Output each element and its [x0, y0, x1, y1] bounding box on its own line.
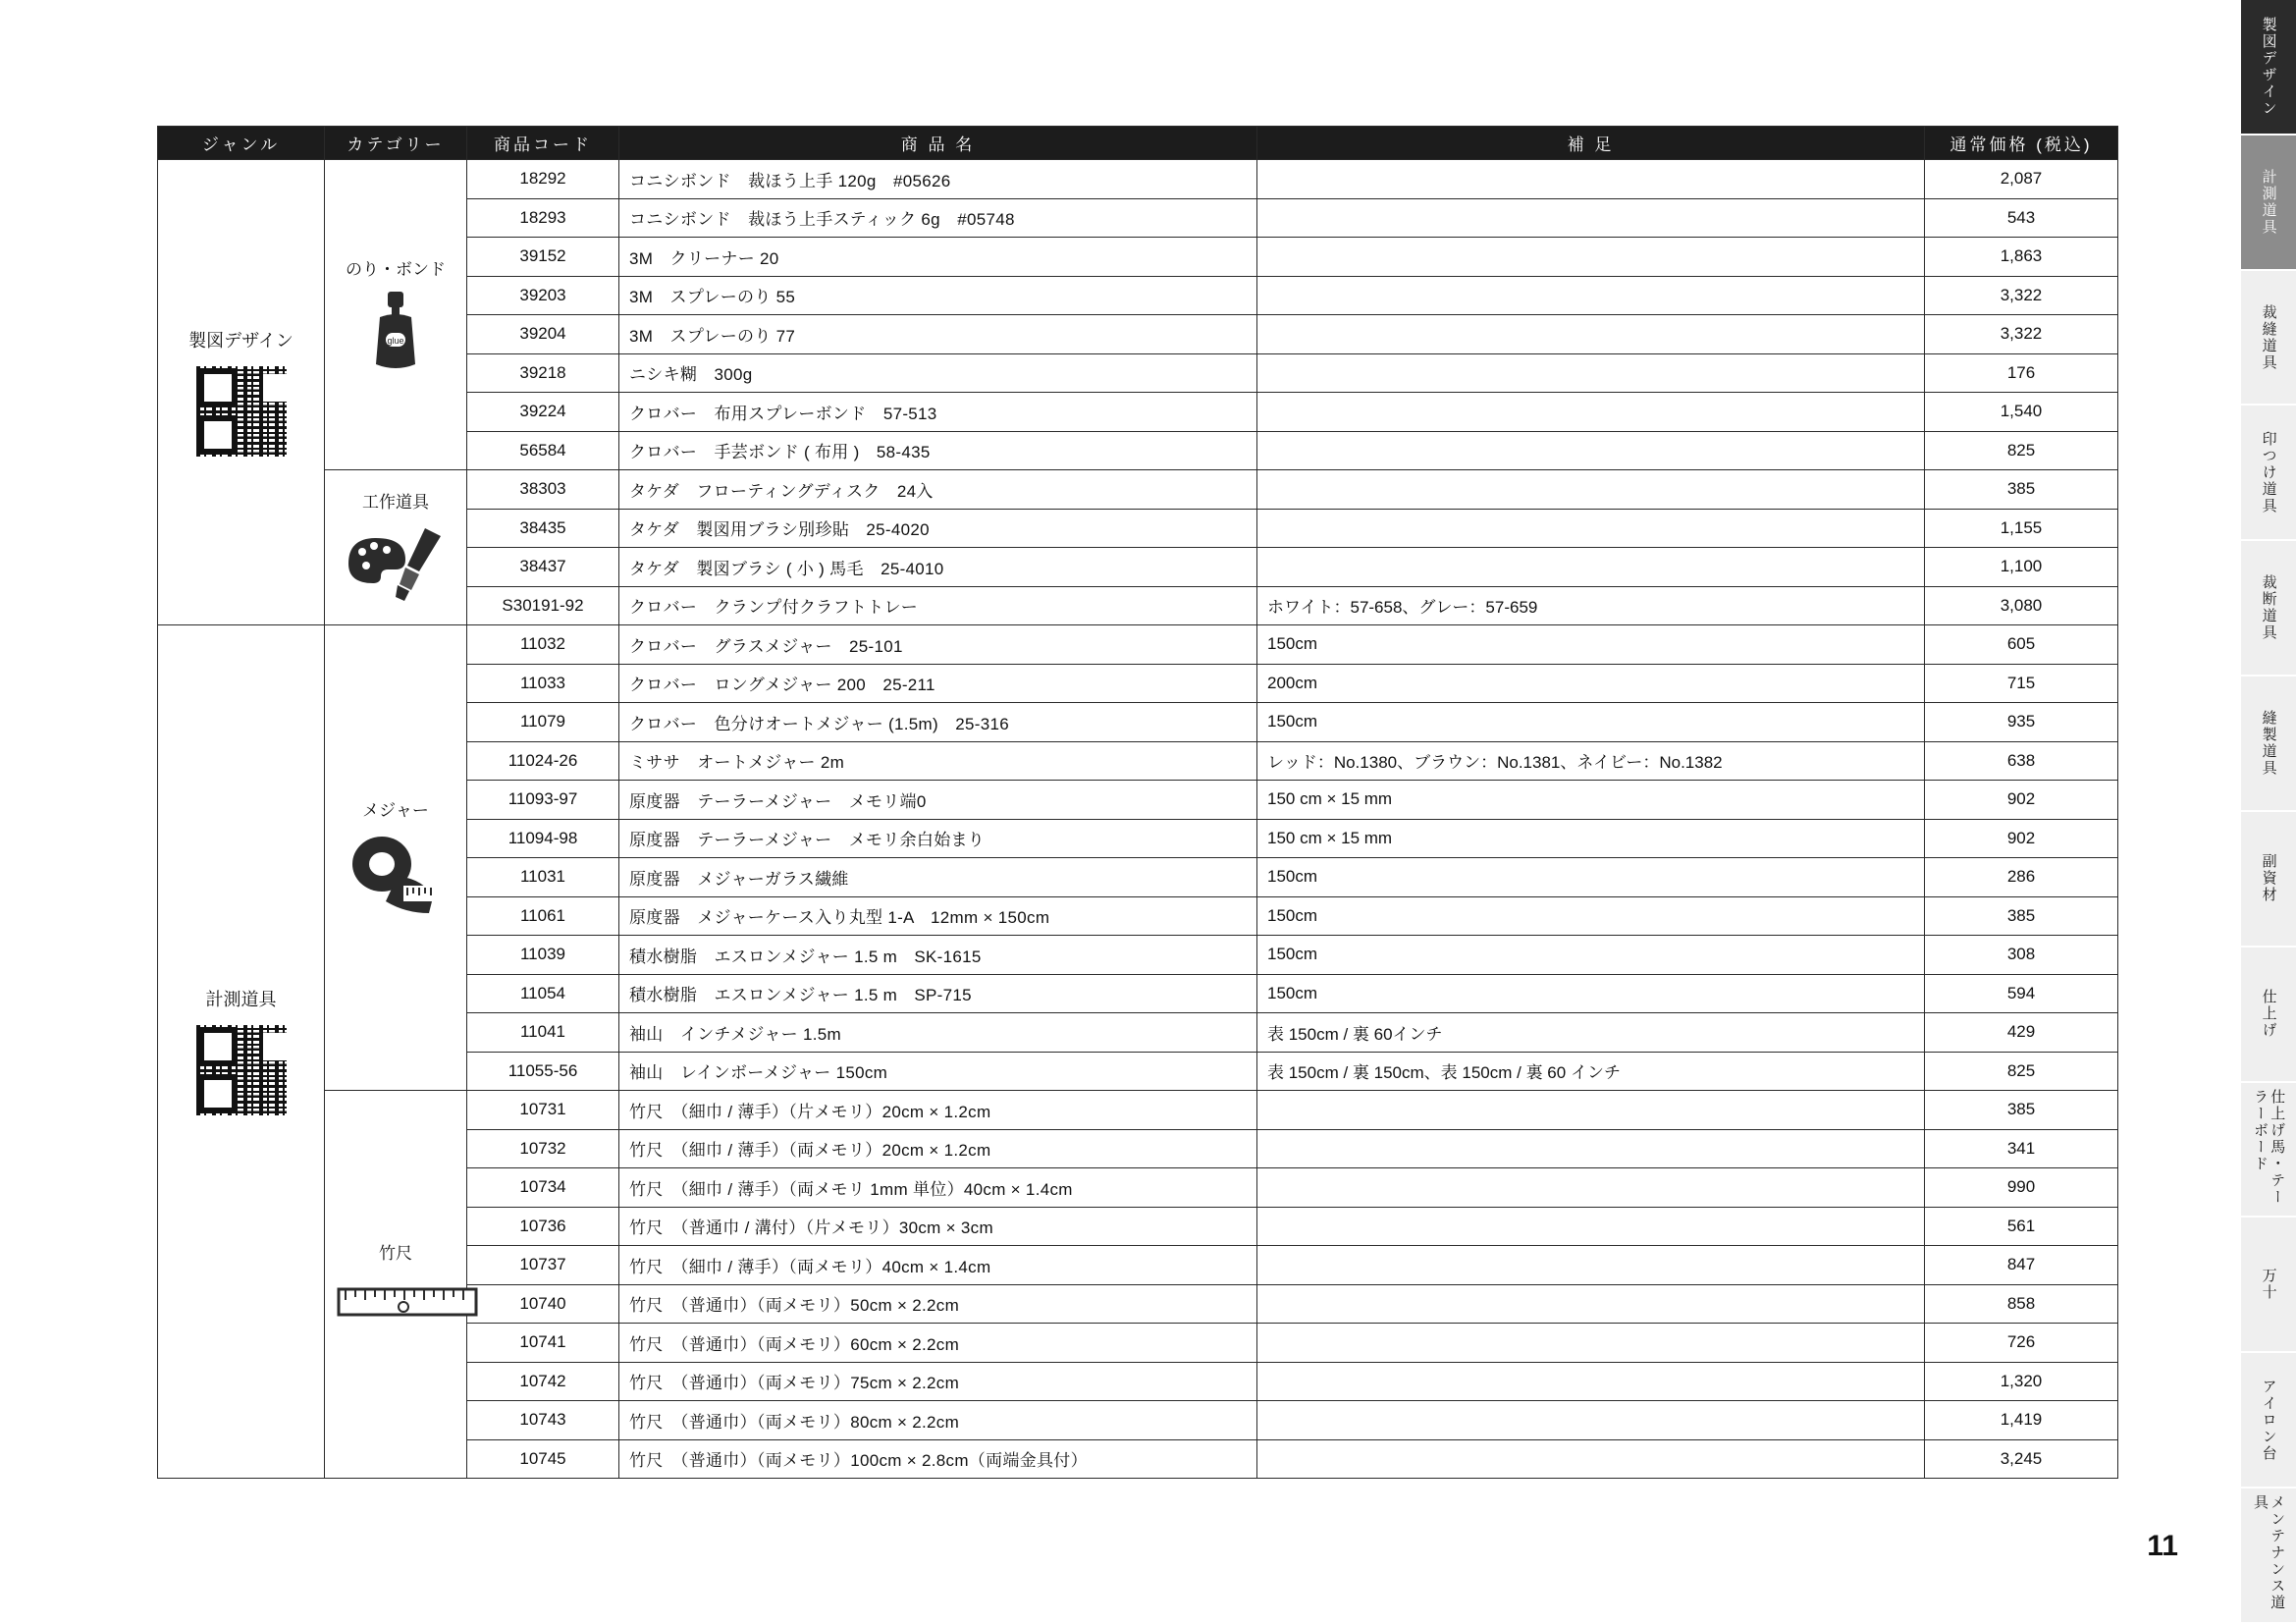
product-code-cell: 39152 — [467, 238, 619, 277]
product-name-cell: 積水樹脂 エスロンメジャー 1.5 m SP-715 — [619, 974, 1257, 1013]
price-cell: 1,863 — [1925, 238, 2118, 277]
note-cell: 表 150cm / 裏 150cm、表 150cm / 裏 60 インチ — [1257, 1052, 1925, 1091]
category-cell — [325, 160, 467, 470]
price-cell: 638 — [1925, 741, 2118, 781]
price-cell: 385 — [1925, 896, 2118, 936]
note-cell: 200cm — [1257, 664, 1925, 703]
product-name-cell: クロバー ロングメジャー 200 25-211 — [619, 664, 1257, 703]
product-name-cell: クロバー グラスメジャー 25-101 — [619, 625, 1257, 665]
product-code-cell: 10732 — [467, 1129, 619, 1168]
price-cell: 2,087 — [1925, 160, 2118, 199]
product-code-cell: 10731 — [467, 1091, 619, 1130]
rail-tab-label: 仕上げ — [2260, 989, 2277, 1040]
note-cell: 150cm — [1257, 625, 1925, 665]
product-name-cell: タケダ 製図ブラシ ( 小 ) 馬毛 25-4010 — [619, 548, 1257, 587]
product-code-cell: 10740 — [467, 1284, 619, 1324]
price-cell: 1,100 — [1925, 548, 2118, 587]
rail-tab-label: 万十 — [2260, 1268, 2277, 1302]
genre-label: 製図デザイン — [188, 330, 294, 351]
note-cell: 150 cm × 15 mm — [1257, 781, 1925, 820]
price-cell: 1,540 — [1925, 393, 2118, 432]
category-cell — [325, 625, 467, 1091]
price-cell: 385 — [1925, 1091, 2118, 1130]
product-code-cell: 18293 — [467, 198, 619, 238]
category-label: のり・ボンド — [346, 260, 446, 279]
catalog-table-container — [157, 126, 2117, 1479]
rail-tab-label: 縫製道具 — [2260, 710, 2277, 778]
price-cell: 902 — [1925, 781, 2118, 820]
product-code-cell: 10741 — [467, 1324, 619, 1363]
product-name-cell: クロバー クランプ付クラフトトレー — [619, 586, 1257, 625]
note-cell — [1257, 353, 1925, 393]
product-code-cell: 38435 — [467, 509, 619, 548]
rail-tab-label: アイロン台 — [2260, 1378, 2277, 1462]
product-name-cell: 竹尺 （普通巾）（両メモリ）50cm × 2.2cm — [619, 1284, 1257, 1324]
product-name-cell: クロバー 手芸ボンド ( 布用 ) 58-435 — [619, 431, 1257, 470]
product-name-cell: コニシボンド 裁ほう上手 120g #05626 — [619, 160, 1257, 199]
price-cell: 990 — [1925, 1168, 2118, 1208]
note-cell: ホワイト：57-658、グレー：57-659 — [1257, 586, 1925, 625]
genre-cell — [158, 625, 325, 1479]
rail-tab-label: 仕上げ馬・テーラーボード — [2252, 1088, 2286, 1206]
price-cell: 3,322 — [1925, 315, 2118, 354]
product-code-cell: 18292 — [467, 160, 619, 199]
product-name-cell: 竹尺 （普通巾）（両メモリ）75cm × 2.2cm — [619, 1362, 1257, 1401]
price-cell: 3,080 — [1925, 586, 2118, 625]
note-cell — [1257, 198, 1925, 238]
rail-tab-label: 裁断道具 — [2260, 574, 2277, 642]
product-code-cell: 10734 — [467, 1168, 619, 1208]
price-cell: 176 — [1925, 353, 2118, 393]
product-code-cell: 11094-98 — [467, 819, 619, 858]
genre-label: 計測道具 — [205, 990, 277, 1009]
rail-tab-label: 印つけ道具 — [2260, 430, 2277, 514]
rail-tab-12[interactable] — [2241, 1489, 2296, 1624]
product-name-cell: 袖山 インチメジャー 1.5m — [619, 1013, 1257, 1053]
product-code-cell: 11031 — [467, 858, 619, 897]
product-name-cell: 袖山 レインボーメジャー 150cm — [619, 1052, 1257, 1091]
note-cell — [1257, 431, 1925, 470]
rail-tab-7[interactable] — [2241, 812, 2296, 947]
note-cell — [1257, 1129, 1925, 1168]
note-cell — [1257, 315, 1925, 354]
table-row — [158, 470, 2118, 510]
product-code-cell: 10743 — [467, 1401, 619, 1440]
product-name-cell: タケダ フローティングディスク 24入 — [619, 470, 1257, 510]
product-name-cell: ニシキ糊 300g — [619, 353, 1257, 393]
price-cell: 385 — [1925, 470, 2118, 510]
product-name-cell: ミササ オートメジャー 2m — [619, 741, 1257, 781]
product-name-cell: 3M クリーナー 20 — [619, 238, 1257, 277]
product-name-cell: 竹尺 （普通巾）（両メモリ）80cm × 2.2cm — [619, 1401, 1257, 1440]
rail-tab-8[interactable] — [2241, 947, 2296, 1083]
note-cell — [1257, 1246, 1925, 1285]
product-code-cell: 39224 — [467, 393, 619, 432]
product-code-cell: S30191-92 — [467, 586, 619, 625]
rail-tab-10[interactable] — [2241, 1218, 2296, 1353]
page-number: 11 — [2147, 1530, 2178, 1562]
product-name-cell: 竹尺 （普通巾 / 溝付）（片メモリ）30cm × 3cm — [619, 1207, 1257, 1246]
rail-tab-label: メンテナンス道具 — [2252, 1494, 2286, 1612]
column-header-5: 補 足 — [1257, 127, 1925, 160]
qr-code-icon — [194, 364, 289, 459]
product-code-cell: 39204 — [467, 315, 619, 354]
product-name-cell: 竹尺 （細巾 / 薄手）（両メモリ）40cm × 1.4cm — [619, 1246, 1257, 1285]
product-name-cell: 積水樹脂 エスロンメジャー 1.5 m SK-1615 — [619, 936, 1257, 975]
note-cell — [1257, 1168, 1925, 1208]
genre-cell — [158, 160, 325, 625]
product-name-cell: 3M スプレーのり 77 — [619, 315, 1257, 354]
price-cell: 1,419 — [1925, 1401, 2118, 1440]
category-cell — [325, 1091, 467, 1479]
price-cell: 858 — [1925, 1284, 2118, 1324]
rail-tab-11[interactable] — [2241, 1353, 2296, 1489]
note-cell — [1257, 1401, 1925, 1440]
product-code-cell: 11024-26 — [467, 741, 619, 781]
rail-tab-label: 製図デザイン — [2260, 16, 2277, 117]
price-cell: 1,155 — [1925, 509, 2118, 548]
price-cell: 847 — [1925, 1246, 2118, 1285]
product-code-cell: 11079 — [467, 703, 619, 742]
price-cell: 605 — [1925, 625, 2118, 665]
note-cell: 150cm — [1257, 936, 1925, 975]
product-name-cell: クロバー 布用スプレーボンド 57-513 — [619, 393, 1257, 432]
rail-tab-label: 裁縫道具 — [2260, 303, 2277, 371]
price-cell: 286 — [1925, 858, 2118, 897]
bamboo-ruler-icon — [335, 1272, 482, 1328]
glue-bottle-icon — [347, 288, 445, 372]
product-code-cell: 11033 — [467, 664, 619, 703]
column-header-6: 通常価格 (税込) — [1925, 127, 2118, 160]
price-cell: 825 — [1925, 431, 2118, 470]
table-row — [158, 160, 2118, 199]
product-code-cell: 11093-97 — [467, 781, 619, 820]
product-name-cell: 原度器 メジャーガラス繊維 — [619, 858, 1257, 897]
side-tab-rail — [2241, 0, 2296, 1624]
price-cell: 429 — [1925, 1013, 2118, 1053]
price-cell: 341 — [1925, 1129, 2118, 1168]
product-name-cell: 竹尺 （普通巾）（両メモリ）100cm × 2.8cm（両端金具付） — [619, 1439, 1257, 1479]
table-row — [158, 625, 2118, 665]
category-cell — [325, 470, 467, 625]
product-name-cell: 3M スプレーのり 55 — [619, 276, 1257, 315]
note-cell: 150cm — [1257, 974, 1925, 1013]
price-cell: 308 — [1925, 936, 2118, 975]
note-cell — [1257, 470, 1925, 510]
svg-text:glue: glue — [387, 336, 404, 346]
table-header-row — [158, 127, 2118, 160]
product-name-cell: 竹尺 （普通巾）（両メモリ）60cm × 2.2cm — [619, 1324, 1257, 1363]
note-cell — [1257, 548, 1925, 587]
price-cell: 594 — [1925, 974, 2118, 1013]
rail-tab-5[interactable] — [2241, 541, 2296, 677]
product-code-cell: 10736 — [467, 1207, 619, 1246]
note-cell: レッド：No.1380、ブラウン：No.1381、ネイビー：No.1382 — [1257, 741, 1925, 781]
product-name-cell: 竹尺 （細巾 / 薄手）（両メモリ）20cm × 1.2cm — [619, 1129, 1257, 1168]
rail-tab-4[interactable] — [2241, 406, 2296, 541]
note-cell — [1257, 1207, 1925, 1246]
price-cell: 543 — [1925, 198, 2118, 238]
price-cell: 3,322 — [1925, 276, 2118, 315]
table-row — [158, 1091, 2118, 1130]
note-cell — [1257, 1284, 1925, 1324]
product-code-cell: 11061 — [467, 896, 619, 936]
product-code-cell: 10742 — [467, 1362, 619, 1401]
table-header — [158, 127, 2118, 160]
note-cell — [1257, 1439, 1925, 1479]
rail-tab-2[interactable] — [2241, 135, 2296, 271]
product-code-cell: 11054 — [467, 974, 619, 1013]
product-code-cell: 10737 — [467, 1246, 619, 1285]
note-cell: 表 150cm / 裏 60インチ — [1257, 1013, 1925, 1053]
product-code-cell: 11032 — [467, 625, 619, 665]
product-name-cell: 原度器 メジャーケース入り丸型 1-A 12mm × 150cm — [619, 896, 1257, 936]
note-cell: 150cm — [1257, 896, 1925, 936]
product-code-cell: 10745 — [467, 1439, 619, 1479]
note-cell — [1257, 1091, 1925, 1130]
price-cell: 825 — [1925, 1052, 2118, 1091]
tape-measure-icon — [339, 829, 453, 917]
rail-tab-label: 計測道具 — [2260, 168, 2277, 236]
product-code-cell: 38303 — [467, 470, 619, 510]
product-code-cell: 11041 — [467, 1013, 619, 1053]
qr-code-icon — [194, 1023, 289, 1117]
palette-brush-icon — [341, 520, 451, 605]
price-cell: 715 — [1925, 664, 2118, 703]
product-code-cell: 11055-56 — [467, 1052, 619, 1091]
note-cell: 150cm — [1257, 858, 1925, 897]
product-catalog-table — [157, 126, 2118, 1479]
rail-tab-label: 副資材 — [2260, 853, 2277, 904]
category-label: 竹尺 — [379, 1243, 412, 1263]
note-cell: 150 cm × 15 mm — [1257, 819, 1925, 858]
category-label: 工作道具 — [362, 493, 429, 512]
product-name-cell: 竹尺 （細巾 / 薄手）（両メモリ 1mm 単位）40cm × 1.4cm — [619, 1168, 1257, 1208]
note-cell — [1257, 393, 1925, 432]
product-name-cell: コニシボンド 裁ほう上手スティック 6g #05748 — [619, 198, 1257, 238]
price-cell: 1,320 — [1925, 1362, 2118, 1401]
product-name-cell: クロバー 色分けオートメジャー (1.5m) 25-316 — [619, 703, 1257, 742]
price-cell: 561 — [1925, 1207, 2118, 1246]
price-cell: 726 — [1925, 1324, 2118, 1363]
price-cell: 902 — [1925, 819, 2118, 858]
product-code-cell: 38437 — [467, 548, 619, 587]
column-header-2: カテゴリー — [325, 127, 467, 160]
note-cell — [1257, 160, 1925, 199]
product-code-cell: 39203 — [467, 276, 619, 315]
product-code-cell: 56584 — [467, 431, 619, 470]
product-name-cell: タケダ 製図用ブラシ別珍貼 25-4020 — [619, 509, 1257, 548]
rail-tab-1[interactable] — [2241, 0, 2296, 135]
column-header-1: ジャンル — [158, 127, 325, 160]
note-cell — [1257, 509, 1925, 548]
rail-tab-9[interactable] — [2241, 1083, 2296, 1218]
product-name-cell: 竹尺 （細巾 / 薄手）（片メモリ）20cm × 1.2cm — [619, 1091, 1257, 1130]
note-cell — [1257, 1362, 1925, 1401]
column-header-3: 商品コード — [467, 127, 619, 160]
category-label: メジャー — [362, 801, 429, 820]
product-code-cell: 39218 — [467, 353, 619, 393]
price-cell: 935 — [1925, 703, 2118, 742]
column-header-4: 商 品 名 — [619, 127, 1257, 160]
note-cell — [1257, 238, 1925, 277]
product-name-cell: 原度器 テーラーメジャー メモリ余白始まり — [619, 819, 1257, 858]
price-cell: 3,245 — [1925, 1439, 2118, 1479]
rail-tab-3[interactable] — [2241, 271, 2296, 406]
product-code-cell: 11039 — [467, 936, 619, 975]
note-cell — [1257, 276, 1925, 315]
note-cell — [1257, 1324, 1925, 1363]
note-cell: 150cm — [1257, 703, 1925, 742]
rail-tab-6[interactable] — [2241, 677, 2296, 812]
product-name-cell: 原度器 テーラーメジャー メモリ端0 — [619, 781, 1257, 820]
table-body — [158, 160, 2118, 1479]
